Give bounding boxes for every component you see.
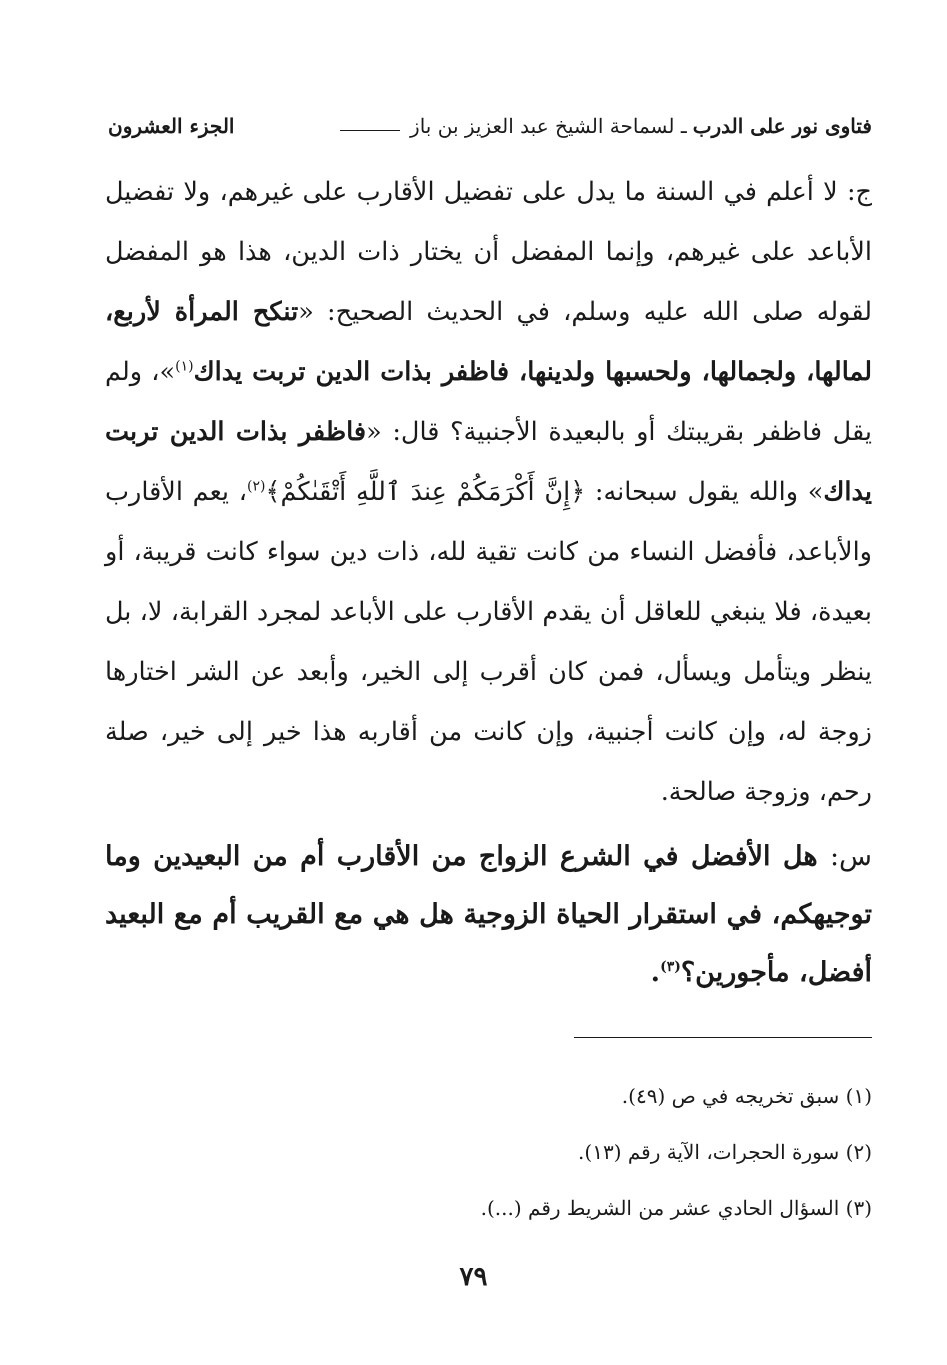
footnotes (105, 1068, 872, 1236)
answer-text (105, 162, 872, 822)
header-author: ـ لسماحة الشيخ عبد العزيز بن باز (410, 114, 687, 138)
page-number: ٧٩ (459, 1262, 488, 1292)
answer-mid-2: » والله يقول سبحانه: ﴿ (570, 477, 824, 507)
question-label: س: (829, 841, 872, 872)
question-paragraph (105, 828, 872, 1002)
answer-intro: ج: لا أعلم في السنة ما يدل على تفضيل الأقارب على غيرهم، ولا تفضيل الأباعد على غيرهم، وإنما المفضل أن يختار ذات الدين، هذا هو المفضل لقوله صلى الله عليه وسلم، في الحديث الصحيح: « (105, 177, 872, 327)
header-book-title: فتاوى نور على الدرب (692, 114, 872, 138)
footnote-ref-3: (٣) (660, 959, 681, 975)
footnote-3: (٣) السؤال الحادي عشر من الشريط رقم (...). (480, 1196, 872, 1220)
hadith-quote-2: فاظفر بذات الدين تربت يداك (105, 417, 872, 507)
running-header (108, 106, 872, 146)
header-part: الجزء العشرون (108, 114, 235, 138)
question-end: . (650, 957, 661, 988)
footnote-ref-1: (١) (175, 358, 194, 375)
footnote-2: (٢) سورة الحجرات، الآية رقم (١٣). (578, 1140, 872, 1164)
answer-mid-1: »، ولم يقل فاظفر بقريبتك أو بالبعيدة الأجنبية؟ قال: « (105, 357, 872, 447)
quran-close-bracket: ﴾ (265, 477, 281, 507)
answer-paragraph (105, 162, 872, 822)
header-book-info (336, 114, 872, 138)
header-separator (340, 130, 400, 131)
quran-verse: إِنَّ أَكْرَمَكُمْ عِندَ ٱللَّهِ أَتْقَىٰكُمْ (280, 477, 571, 507)
hadith-quote-1: تنكح المرأة لأربع، لمالها، ولجمالها، ولحسبها ولدينها، فاظفر بذات الدين تربت يداك (105, 297, 872, 387)
question-block (105, 828, 872, 1002)
answer-conclusion: ، يعم الأقارب والأباعد، فأفضل النساء من كانت تقية لله، ذات دين سواء كانت قريبة، أو بعيدة، فلا ينبغي للعاقل أن يقدم الأقارب على الأباعد لمجرد القرابة، لا، بل ينظر ويتأمل ويسأل، فمن كان أقرب إلى الخير، وأبعد عن الشر اختارها زوجة له، وإن كانت أجنبية، وإن كانت من أقاربه هذا خير إلى خير، صلة رحم، وزوجة صالحة. (105, 477, 872, 807)
footnote-ref-2: (٢) (247, 478, 266, 495)
footnote-1: (١) سبق تخريجه في ص (٤٩). (621, 1084, 872, 1108)
footnote-divider (574, 1037, 872, 1038)
question-text: هل الأفضل في الشرع الزواج من الأقارب أم من البعيدين وما توجيهكم، في استقرار الحياة الزوجية هل هي مع القريب أم مع البعيد أفضل، مأجورين؟ (105, 841, 872, 988)
